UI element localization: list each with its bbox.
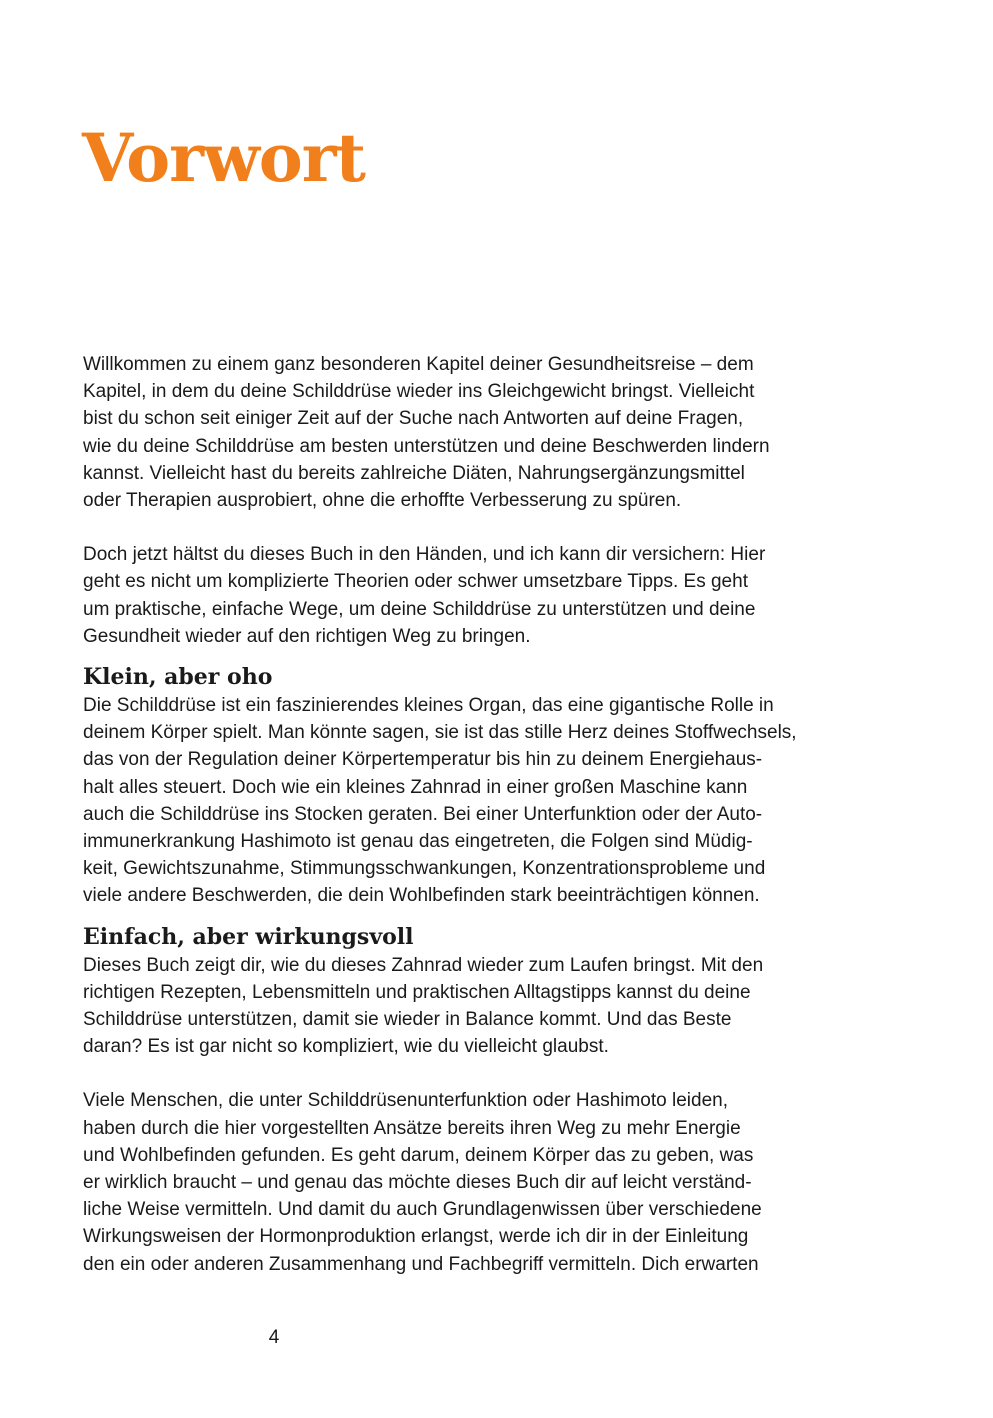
body-text: [83, 351, 843, 1278]
text-line: daran? Es ist gar nicht so kompliziert, wie du vielleicht glaubst.: [83, 1036, 609, 1058]
text-line: auch die Schilddrüse ins Stocken geraten. Bei einer Unterfunktion oder der Auto-: [83, 803, 763, 825]
text-line: wie du deine Schilddrüse am besten unterstützen und deine Beschwerden lindern: [83, 435, 770, 457]
text-line: Willkommen zu einem ganz besonderen Kapitel deiner Gesundheitsreise – dem: [83, 354, 754, 375]
section-heading-klein-aber-oho: Klein, aber oho: [83, 664, 273, 691]
text-line: Viele Menschen, die unter Schilddrüsenunterfunktion oder Hashimoto leiden,: [83, 1090, 728, 1112]
section-heading-einfach-aber-wirkungsvoll: Einfach, aber wirkungsvoll: [83, 923, 414, 950]
text-line: Schilddrüse unterstützen, damit sie wieder in Balance kommt. Und das Beste: [83, 1009, 732, 1031]
text-line: bist du schon seit einiger Zeit auf der Suche nach Antworten auf deine Fragen,: [83, 408, 744, 430]
page-title: Vorwort: [82, 119, 366, 197]
text-line: Die Schilddrüse ist ein faszinierendes kleines Organ, das eine gigantische Rolle in: [83, 695, 774, 717]
text-line: den ein oder anderen Zusammenhang und Fachbegriff vermitteln. Dich erwarten: [83, 1253, 759, 1275]
text-line: richtigen Rezepten, Lebensmitteln und praktischen Alltagstipps kannst du deine: [83, 981, 751, 1003]
text-line: kannst. Vielleicht hast du bereits zahlreiche Diäten, Nahrungsergänzungsmittel: [83, 462, 745, 484]
text-line: halt alles steuert. Doch wie ein kleines Zahnrad in einer großen Maschine kann: [83, 776, 748, 798]
text-line: viele andere Beschwerden, die dein Wohlbefinden stark beeinträchtigen können.: [83, 885, 760, 907]
text-line: oder Therapien ausprobiert, ohne die erhoffte Verbesserung zu spüren.: [83, 490, 682, 512]
section2-paragraph-2: [83, 1087, 843, 1277]
text-line: er wirklich braucht – und genau das möchte dieses Buch dir auf leicht verständ-: [83, 1172, 752, 1194]
intro-paragraph-2: [83, 541, 843, 650]
paragraph-spacer: [83, 1060, 843, 1087]
text-line: liche Weise vermitteln. Und damit du auch Grundlagenwissen über verschiedene: [83, 1199, 762, 1221]
section2-paragraph-1: [83, 952, 843, 1061]
text-line: geht es nicht um komplizierte Theorien oder schwer umsetzbare Tipps. Es geht: [83, 571, 748, 593]
text-line: Kapitel, in dem du deine Schilddrüse wieder ins Gleichgewicht bringst. Vielleicht: [83, 381, 755, 403]
section-spacer: [83, 910, 843, 922]
text-line: Wirkungsweisen der Hormonproduktion erlangst, werde ich dir in der Einleitung: [83, 1226, 749, 1248]
text-line: deinem Körper spielt. Man könnte sagen, sie ist das stille Herz deines Stoffwechsels,: [83, 722, 797, 744]
text-line: Doch jetzt hältst du dieses Buch in den Händen, und ich kann dir versichern: Hier: [83, 544, 766, 566]
text-line: haben durch die hier vorgestellten Ansätze bereits ihren Weg zu mehr Energie: [83, 1117, 741, 1139]
section-spacer: [83, 650, 843, 662]
paragraph-spacer: [83, 514, 843, 541]
text-line: Gesundheit wieder auf den richtigen Weg zu bringen.: [83, 625, 531, 647]
text-line: Dieses Buch zeigt dir, wie du dieses Zahnrad wieder zum Laufen bringst. Mit den: [83, 954, 764, 976]
text-line: keit, Gewichtszunahme, Stimmungsschwankungen, Konzentrationsprobleme und: [83, 858, 766, 880]
page-number: 4: [268, 1327, 280, 1348]
section1-paragraph: [83, 692, 843, 910]
intro-paragraph-1: [83, 351, 843, 514]
text-line: das von der Regulation deiner Körpertemperatur bis hin zu deinem Energiehaus-: [83, 749, 763, 771]
text-line: um praktische, einfache Wege, um deine Schilddrüse zu unterstützen und deine: [83, 598, 756, 620]
text-line: immunerkrankung Hashimoto ist genau das eingetreten, die Folgen sind Müdig-: [83, 831, 753, 853]
text-line: und Wohlbefinden gefunden. Es geht darum, deinem Körper das zu geben, was: [83, 1144, 754, 1166]
